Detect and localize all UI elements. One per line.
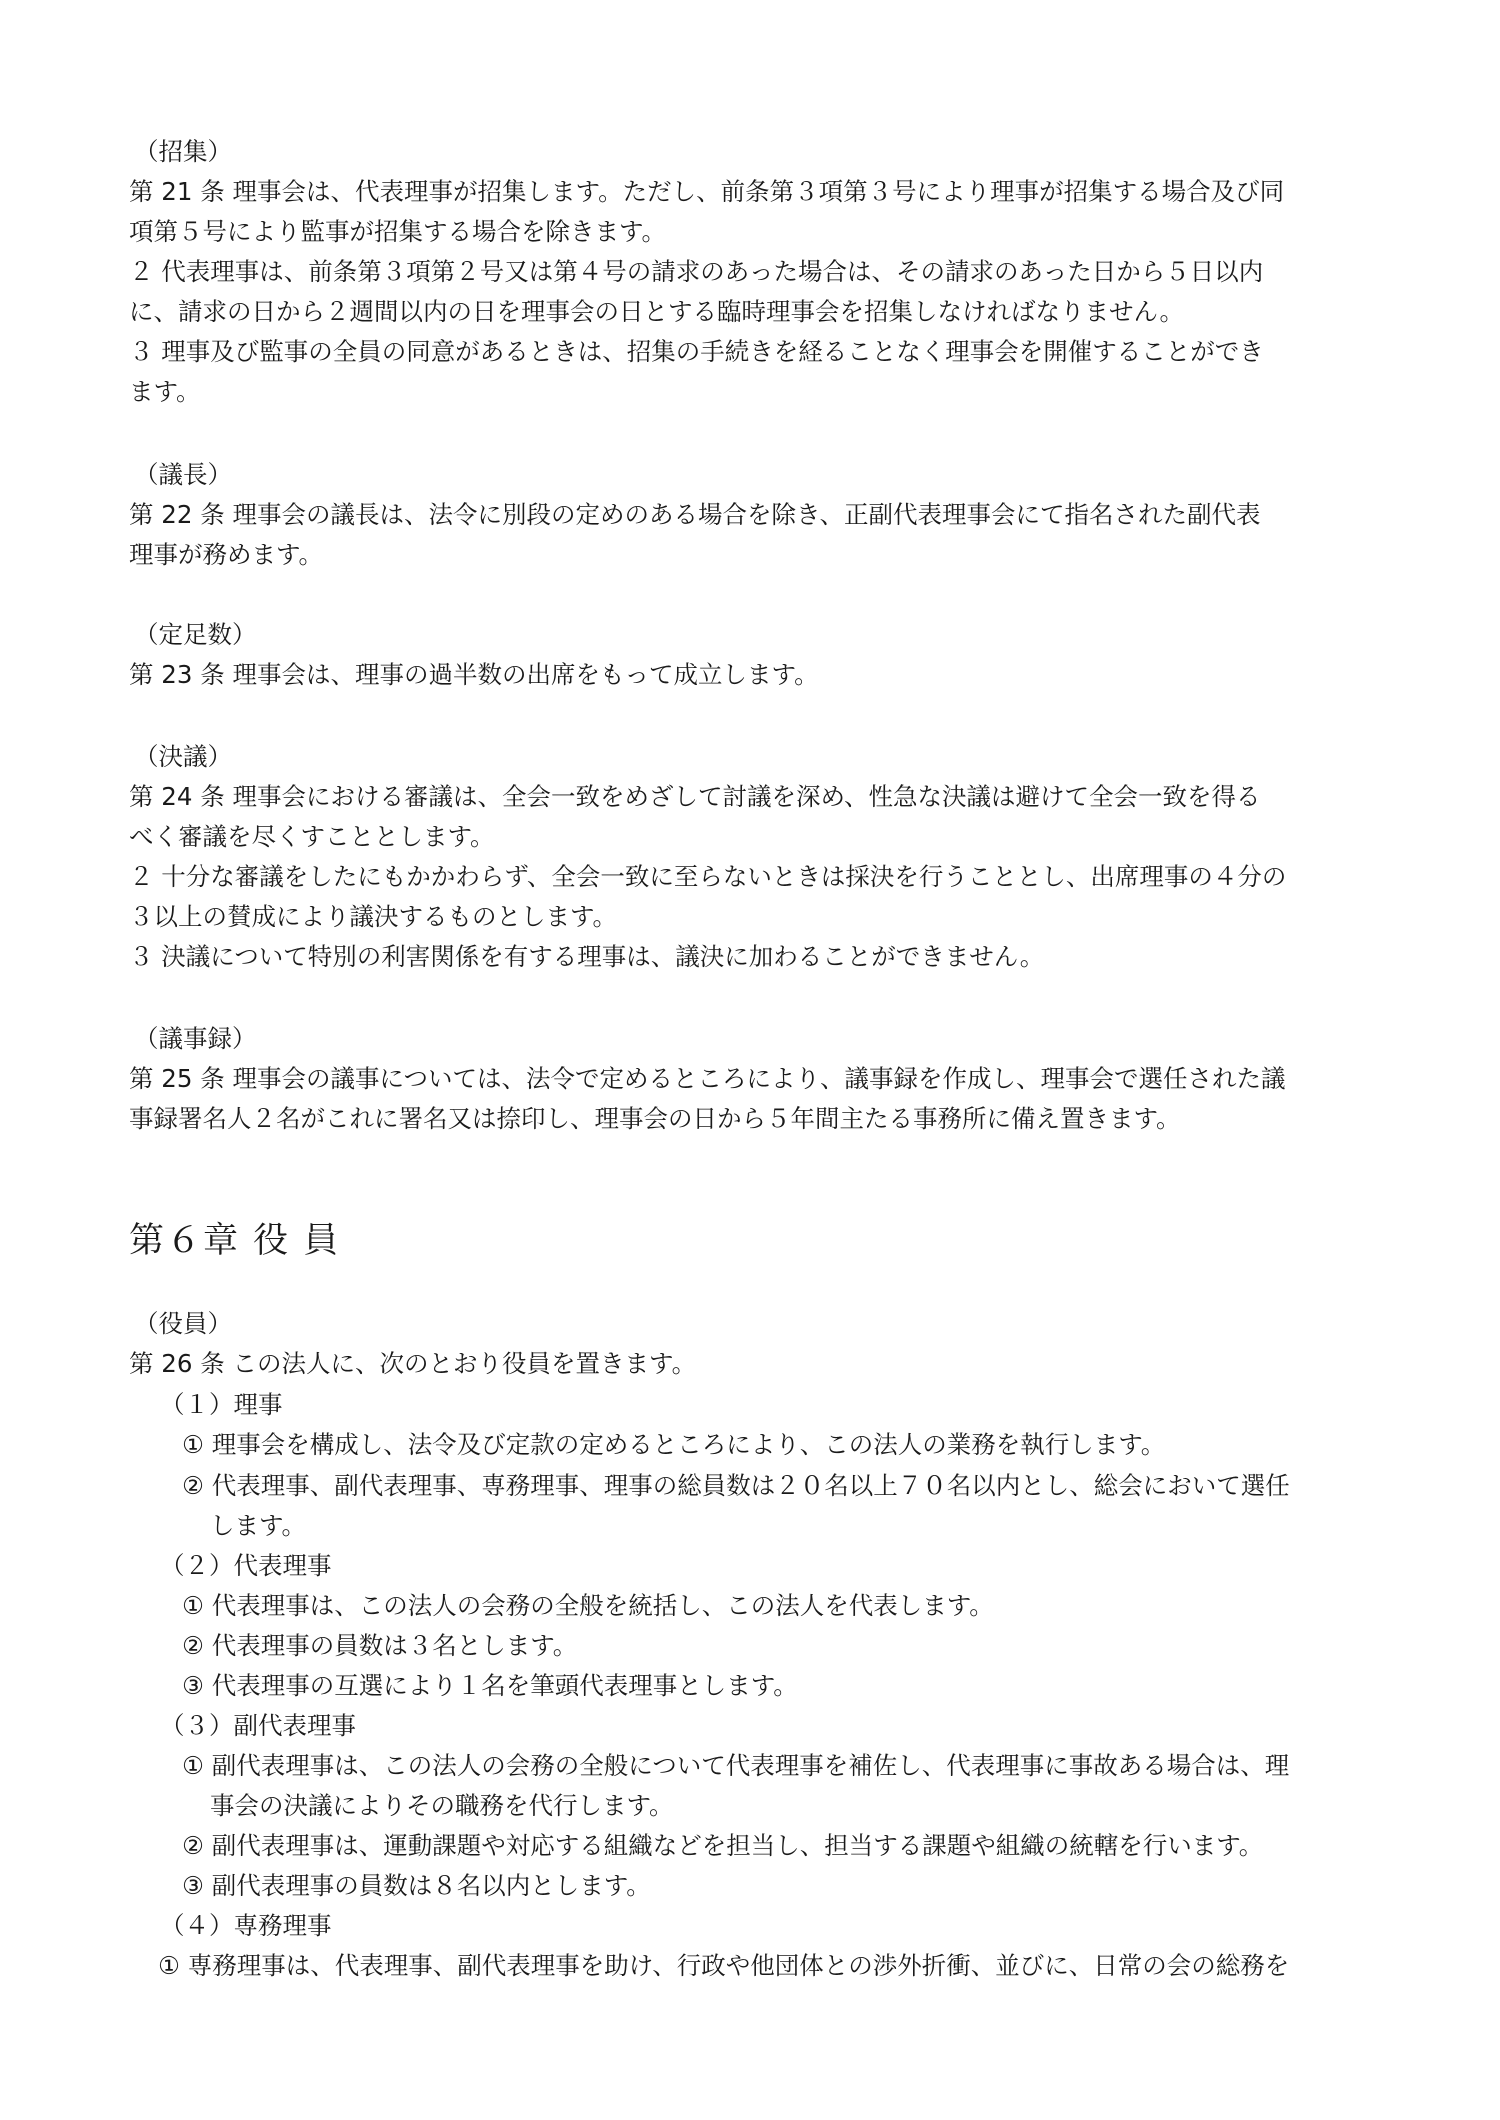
list-item: 事会の決議によりその職務を代行します。	[210, 1791, 674, 1820]
subsection-heading: （２）代表理事	[160, 1551, 332, 1580]
article-22-text: 理事が務めます。	[129, 540, 324, 569]
chapter-heading: 第６章 役 員	[129, 1221, 341, 1261]
article-25-text: 第 25 条 理事会の議事については、法令で定めるところにより、議事録を作成し、理事会で選任された議	[129, 1064, 1286, 1093]
article-24-text: ３以上の賛成により議決するものとします。	[129, 902, 618, 931]
list-item: ① 理事会を構成し、法令及び定款の定めるところにより、この法人の業務を執行します。	[182, 1430, 1166, 1459]
list-item: ③ 代表理事の互選により１名を筆頭代表理事とします。	[182, 1671, 798, 1700]
article-24-text: ２ 十分な審議をしたにもかかわらず、全会一致に至らないときは採決を行うこととし、出席理事の４分の	[129, 862, 1287, 891]
article-21-heading: （招集）	[134, 137, 232, 166]
article-21-text: に、請求の日から２週間以内の日を理事会の日とする臨時理事会を招集しなければなりません。	[129, 297, 1184, 326]
subsection-heading: （４）専務理事	[160, 1911, 332, 1940]
list-item: ② 代表理事の員数は３名とします。	[182, 1631, 578, 1660]
article-22-text: 第 22 条 理事会の議長は、法令に別段の定めのある場合を除き、正副代表理事会にて指名された副代表	[129, 500, 1261, 529]
article-21-text: 項第５号により監事が招集する場合を除きます。	[129, 217, 667, 246]
list-item: ① 専務理事は、代表理事、副代表理事を助け、行政や他団体との渉外折衝、並びに、日常の会の総務を	[158, 1951, 1290, 1980]
subsection-heading: （３）副代表理事	[160, 1711, 356, 1740]
article-24-heading: （決議）	[134, 742, 232, 771]
article-21-text: ３ 理事及び監事の全員の同意があるときは、招集の手続きを経ることなく理事会を開催することができ	[129, 337, 1264, 366]
article-25-heading: （議事録）	[134, 1024, 257, 1053]
article-21-text: ２ 代表理事は、前条第３項第２号又は第４号の請求のあった場合は、その請求のあった日から５日以内	[129, 257, 1264, 286]
list-item: ③ 副代表理事の員数は８名以内とします。	[182, 1871, 651, 1900]
article-25-text: 事録署名人２名がこれに署名又は捺印し、理事会の日から５年間主たる事務所に備え置きます。	[129, 1104, 1181, 1133]
list-item: ② 代表理事、副代表理事、専務理事、理事の総員数は２０名以上７０名以内とし、総会において選任	[182, 1471, 1290, 1500]
article-24-text: ３ 決議について特別の利害関係を有する理事は、議決に加わることができません。	[129, 942, 1045, 971]
article-26-heading: （役員）	[134, 1309, 232, 1338]
article-24-text: べく審議を尽くすこととします。	[129, 822, 495, 851]
article-23-heading: （定足数）	[134, 620, 257, 649]
list-item: ② 副代表理事は、運動課題や対応する組織などを担当し、担当する課題や組織の統轄を行います。	[182, 1831, 1264, 1860]
article-22-heading: （議長）	[134, 460, 232, 489]
article-21-text: 第 21 条 理事会は、代表理事が招集します。ただし、前条第３項第３号により理事が招集する場合及び同	[129, 177, 1285, 206]
article-21-text: ます。	[129, 377, 201, 406]
list-item: ① 代表理事は、この法人の会務の全般を統括し、この法人を代表します。	[182, 1591, 994, 1620]
subsection-heading: （１）理事	[160, 1390, 283, 1419]
article-26-text: 第 26 条 この法人に、次のとおり役員を置きます。	[129, 1349, 697, 1378]
article-24-text: 第 24 条 理事会における審議は、全会一致をめざして討議を深め、性急な決議は避けて全会一致を得る	[129, 782, 1261, 811]
article-23-text: 第 23 条 理事会は、理事の過半数の出席をもって成立します。	[129, 660, 819, 689]
list-item: します。	[210, 1511, 307, 1540]
list-item: ① 副代表理事は、この法人の会務の全般について代表理事を補佐し、代表理事に事故ある場合は、理	[182, 1751, 1290, 1780]
